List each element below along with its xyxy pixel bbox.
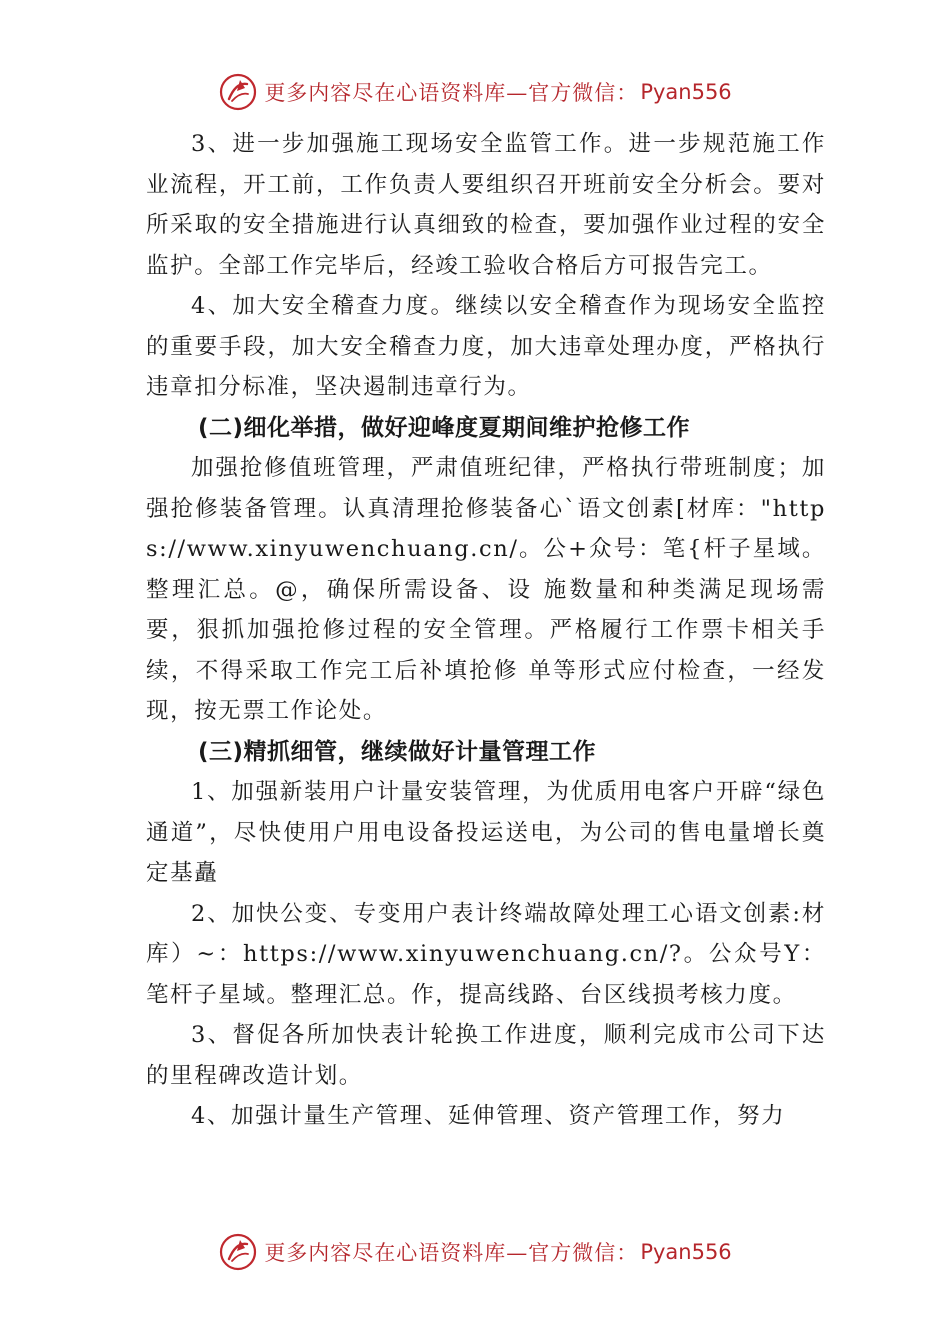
logo-icon [218, 72, 258, 112]
document-body [146, 124, 826, 1137]
wechat-id: Pyan556 [640, 1240, 732, 1264]
paragraph: 3、督促各所加快表计轮换工作进度，顺利完成市公司下达的里程碑改造计划。 [146, 1022, 826, 1089]
paragraph: 加强抢修值班管理，严肃值班纪律，严格执行带班制度；加强抢修装备管理。认真清理抢修装备心`语文创素[材库："https://www.xinyuwenchuang.cn/。公+众号：笔{杆子星域。整理汇总。@，确保所需设备、设 施数量和种类满足现场需要，狠抓加强抢修过程的安全管理。严格履行工作票卡相关手续，不得采取工作完工后补填抢修 单等形式应付检查，一经发现，按无票工作论处。 [146, 455, 826, 724]
wechat-id: Pyan556 [640, 80, 732, 104]
section-heading: (三)精抓细管，继续做好计量管理工作 [198, 738, 597, 765]
paragraph: 1、加强新装用户计量安装管理，为优质用电客户开辟“绿色通道”，尽快使用户用电设备投运送电，为公司的售电量增长奠定基矗 [146, 779, 826, 886]
paragraph: 4、加强计量生产管理、延伸管理、资产管理工作，努力 [191, 1103, 786, 1129]
header-banner [0, 68, 950, 116]
banner-text: 更多内容尽在心语资料库—官方微信： [264, 1241, 639, 1265]
logo-icon [218, 1232, 258, 1272]
footer-banner [0, 1228, 950, 1276]
paragraph: 4、加大安全稽查力度。继续以安全稽查作为现场安全监控的重要手段，加大安全稽查力度，加大违章处理办度，严格执行违章扣分标准，坚决遏制违章行为。 [146, 293, 826, 400]
section-heading: (二)细化举措，做好迎峰度夏期间维护抢修工作 [198, 414, 691, 441]
paragraph: 3、进一步加强施工现场安全监管工作。进一步规范施工作业流程，开工前，工作负责人要组织召开班前安全分析会。要对所采取的安全措施进行认真细致的检查，要加强作业过程的安全监护。全部工作完毕后，经竣工验收合格后方可报告完工。 [146, 131, 826, 279]
banner-text: 更多内容尽在心语资料库—官方微信： [264, 81, 639, 105]
paragraph: 2、加快公变、专变用户表计终端故障处理工心语文创素:材库）~：https://www.xinyuwenchuang.cn/?。公众号Y：笔杆子星域。整理汇总。作，提高线路、台区线损考核力度。 [146, 900, 826, 1008]
